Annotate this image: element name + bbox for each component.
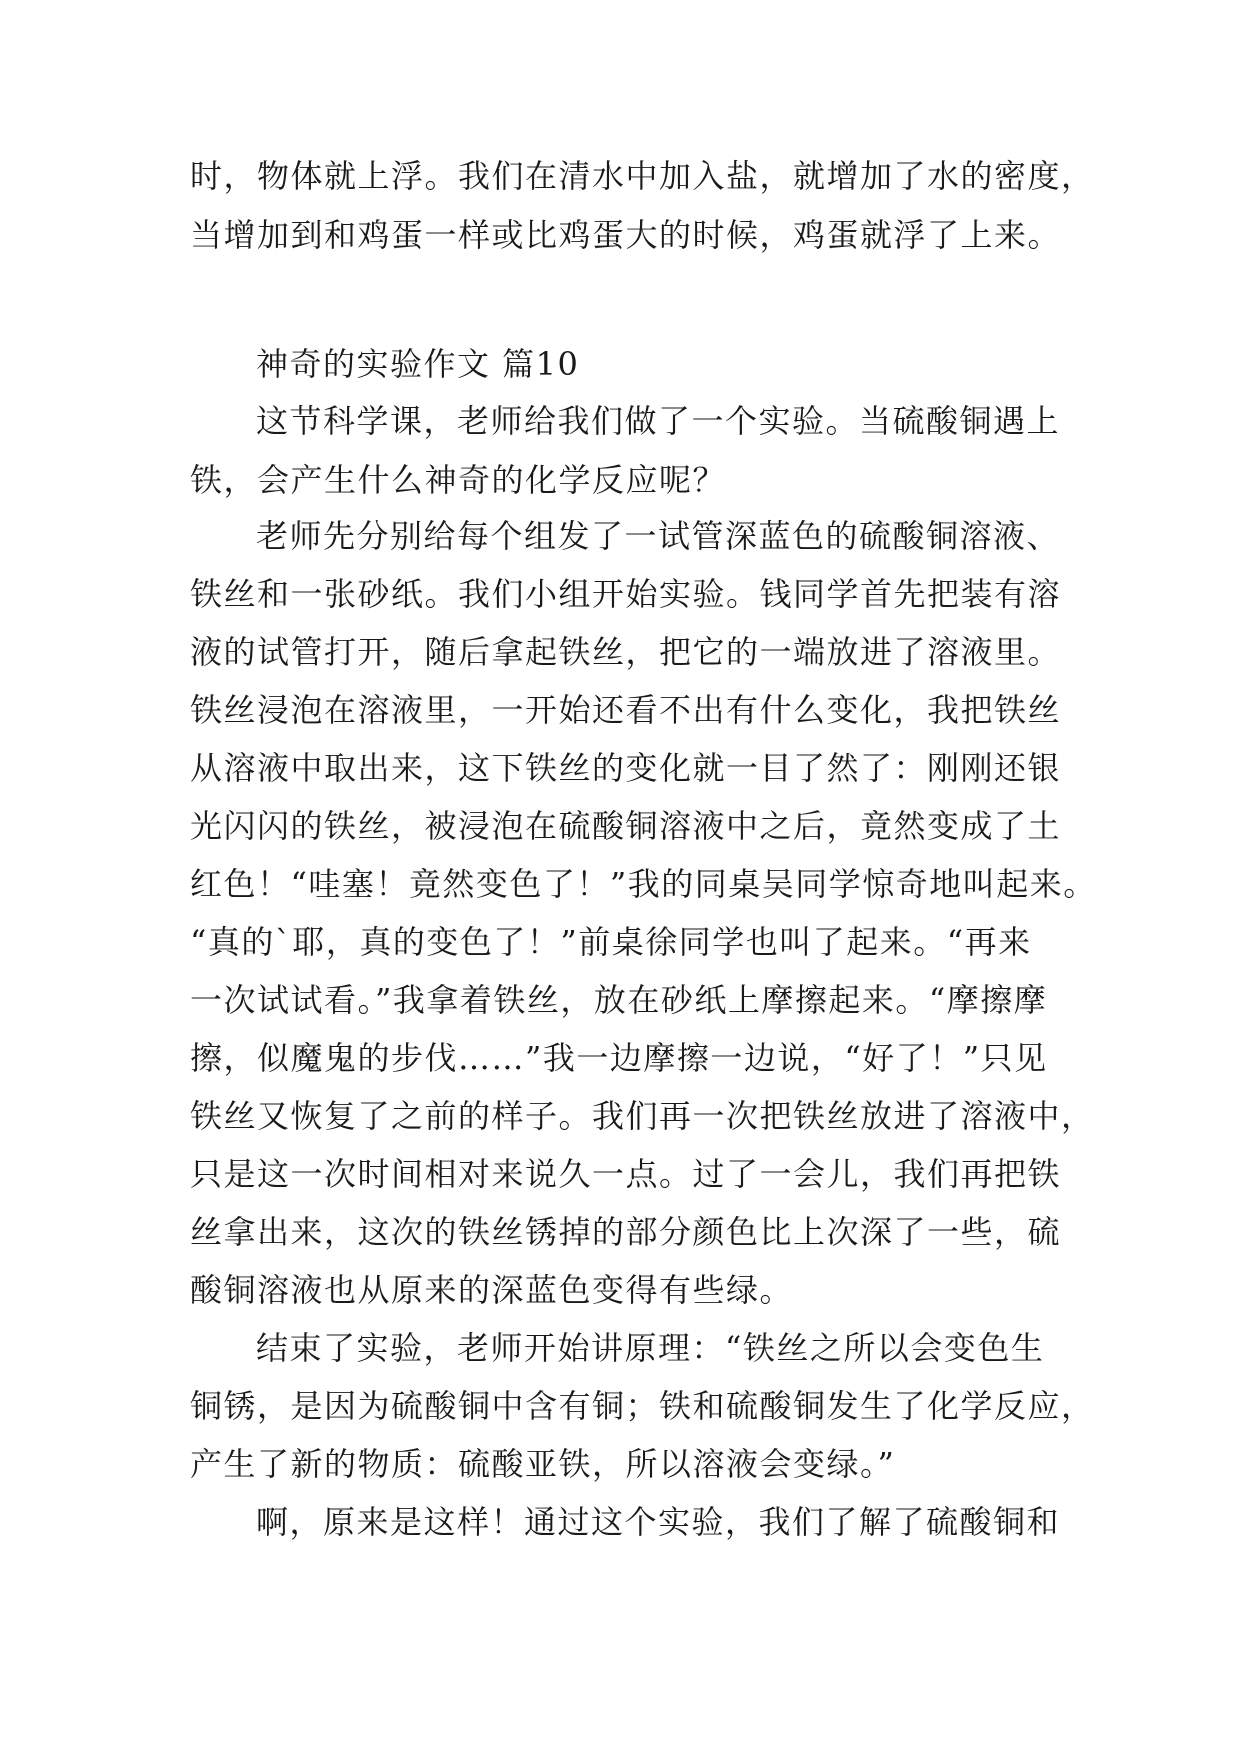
text-line: 光闪闪的铁丝，被浸泡在硫酸铜溶液中之后，竟然变成了土 — [190, 807, 1062, 845]
text-line: 铁，会产生什么神奇的化学反应呢？ — [190, 461, 727, 499]
text-line: 红色！“哇塞！竟然变色了！”我的同桌吴同学惊奇地叫起来。 — [190, 865, 1097, 903]
paragraph-start-line: 啊，原来是这样！通过这个实验，我们了解了硫酸铜和 — [256, 1503, 1061, 1541]
text-line: “真的`耶，真的变色了！”前桌徐同学也叫了起来。“再来 — [190, 923, 1032, 961]
text-line: 铜锈，是因为硫酸铜中含有铜；铁和硫酸铜发生了化学反应， — [190, 1387, 1095, 1425]
text-line: 液的试管打开，随后拿起铁丝，把它的一端放进了溶液里。 — [190, 633, 1062, 671]
text-line: 擦，似魔鬼的步伐……”我一边摩擦一边说，“好了！”只见 — [190, 1039, 1048, 1077]
text-line: 酸铜溶液也从原来的深蓝色变得有些绿。 — [190, 1271, 794, 1309]
paragraph-start-line: 结束了实验，老师开始讲原理：“铁丝之所以会变色生 — [256, 1329, 1045, 1367]
text-line: 当增加到和鸡蛋一样或比鸡蛋大的时候，鸡蛋就浮了上来。 — [190, 216, 1062, 254]
paragraph-start-line: 这节科学课，老师给我们做了一个实验。当硫酸铜遇上 — [256, 402, 1061, 440]
text-line: 时，物体就上浮。我们在清水中加入盐，就增加了水的密度， — [190, 157, 1095, 195]
text-line: 一次试试看。”我拿着铁丝，放在砂纸上摩擦起来。“摩擦摩 — [190, 981, 1048, 1019]
text-line: 铁丝浸泡在溶液里，一开始还看不出有什么变化，我把铁丝 — [190, 691, 1062, 729]
paragraph-start-line: 老师先分别给每个组发了一试管深蓝色的硫酸铜溶液、 — [256, 517, 1061, 555]
section-heading: 神奇的实验作文 篇10 — [256, 345, 580, 383]
text-line: 丝拿出来，这次的铁丝锈掉的部分颜色比上次深了一些，硫 — [190, 1213, 1062, 1251]
text-line: 从溶液中取出来，这下铁丝的变化就一目了然了：刚刚还银 — [190, 749, 1062, 787]
text-line: 只是这一次时间相对来说久一点。过了一会儿，我们再把铁 — [190, 1155, 1062, 1193]
text-line: 铁丝和一张砂纸。我们小组开始实验。钱同学首先把装有溶 — [190, 575, 1062, 613]
text-line: 产生了新的物质：硫酸亚铁，所以溶液会变绿。” — [190, 1445, 896, 1483]
text-line: 铁丝又恢复了之前的样子。我们再一次把铁丝放进了溶液中， — [190, 1097, 1095, 1135]
